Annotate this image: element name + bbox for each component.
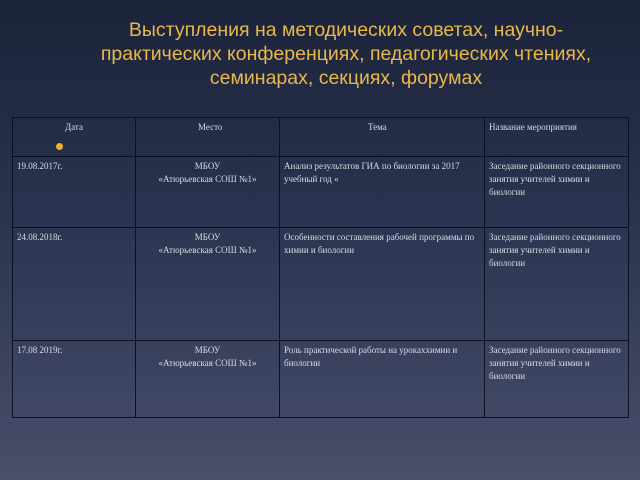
cell-event: Заседание районного секционного занятия учителей химии и биологии — [485, 228, 629, 341]
table-header-row — [13, 118, 629, 157]
table-row — [13, 228, 629, 341]
cell-date: 24.08.2018г. — [13, 228, 136, 341]
cell-place — [136, 341, 280, 418]
slide-title: Выступления на методических советах, научно-практических конференциях, педагогических чтениях, семинарах, секциях, форумах — [100, 19, 592, 89]
cell-topic: Анализ результатов ГИА по биологии за 2017 учебный год « — [280, 157, 485, 228]
place-name: «Атюрьевская СОШ №1» — [158, 245, 257, 255]
cell-topic: Роль практической работы на урокаххимии и биологии — [280, 341, 485, 418]
place-org: МБОУ — [194, 161, 221, 171]
place-org: МБОУ — [194, 345, 221, 355]
place-name: «Атюрьевская СОШ №1» — [158, 174, 257, 184]
cell-date: 17.08 2019г. — [13, 341, 136, 418]
cell-place — [136, 157, 280, 228]
place-name: «Атюрьевская СОШ №1» — [158, 358, 257, 368]
cell-date: 19.08.2017г. — [13, 157, 136, 228]
table-row — [13, 341, 629, 418]
cell-event: Заседание районного секционного занятия учителей химии и биологии — [485, 157, 629, 228]
header-event: Название мероприятия — [485, 118, 629, 157]
header-place: Место — [136, 118, 280, 157]
cell-topic: Особенности составления рабочей программы по химии и биологии — [280, 228, 485, 341]
place-org: МБОУ — [194, 232, 221, 242]
table-row — [13, 157, 629, 228]
header-topic: Тема — [280, 118, 485, 157]
events-table — [12, 117, 629, 418]
cell-place — [136, 228, 280, 341]
header-date: Дата — [13, 118, 136, 157]
cell-event: Заседание районного секционного занятия учителей химии и биологии — [485, 341, 629, 418]
